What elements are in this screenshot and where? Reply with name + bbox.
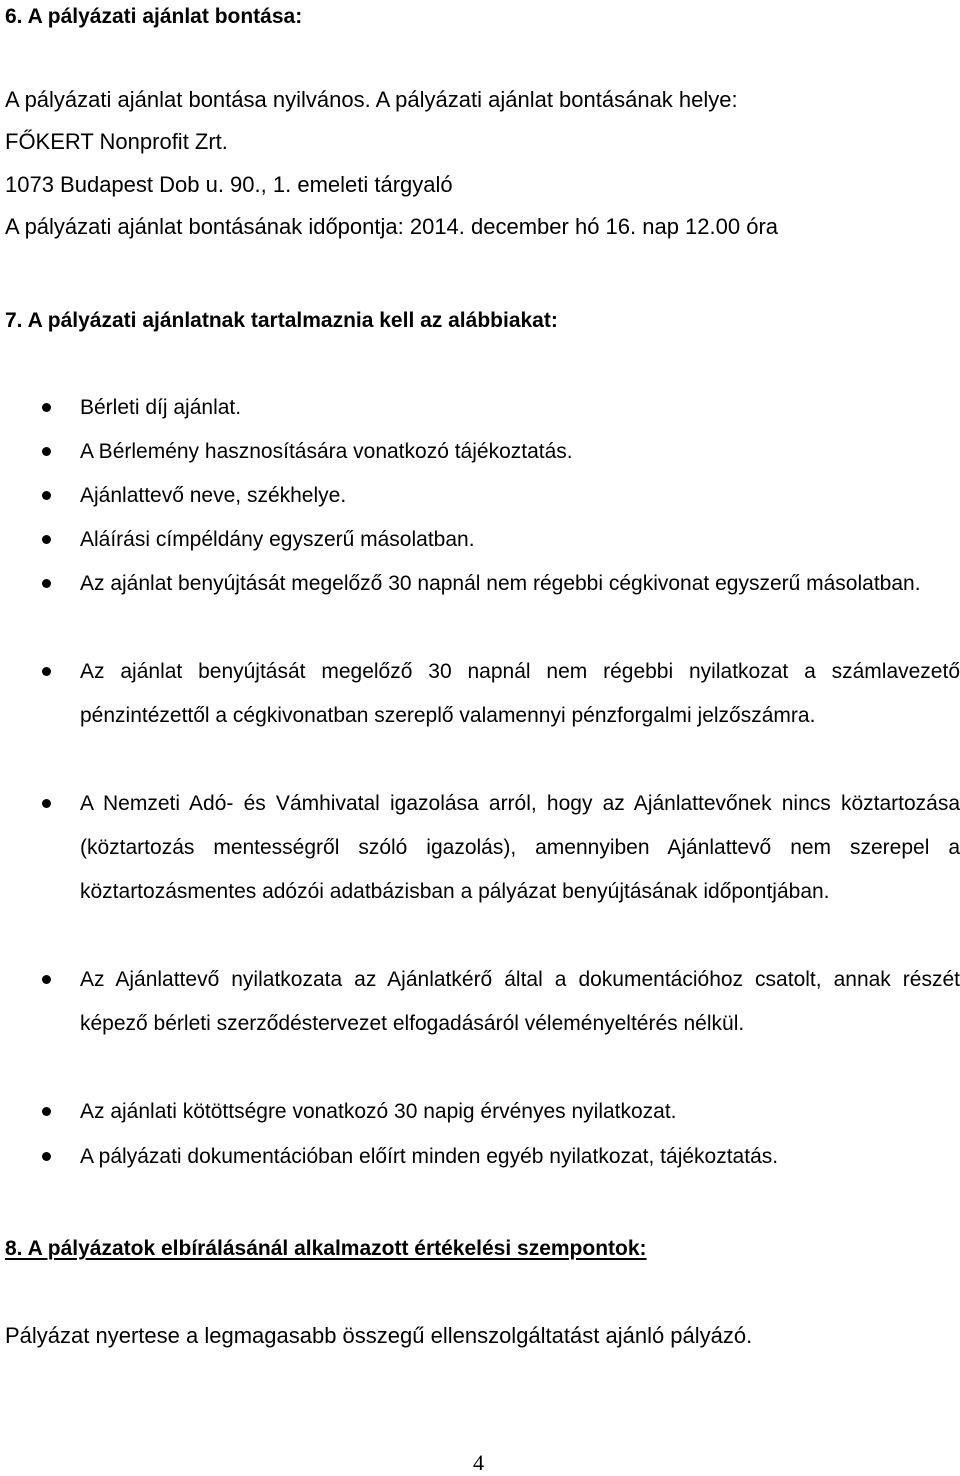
list-item: Az ajánlati kötöttségre vonatkozó 30 napig érvényes nyilatkozat.: [80, 1100, 677, 1123]
bullet-icon: [42, 579, 51, 588]
section-6-line-1: A pályázati ajánlat bontása nyilvános. A pályázati ajánlat bontásának helye:: [5, 87, 738, 112]
list-item: A pályázati dokumentációban előírt minden egyéb nyilatkozat, tájékoztatás.: [80, 1145, 779, 1168]
section-8-text: Pályázat nyertese a legmagasabb összegű ellenszolgáltatást ajánló pályázó.: [5, 1323, 753, 1348]
section-6-heading: 6. A pályázati ajánlat bontása:: [5, 5, 303, 28]
bullet-icon: [42, 667, 51, 676]
page-number: 4: [473, 1450, 484, 1475]
list-item: Az ajánlat benyújtását megelőző 30 napnál nem régebbi nyilatkozat a számlavezető pénzintézettől a cégkivonatban szereplő valamennyi pénzforgalmi jelzőszámra.: [80, 660, 960, 727]
bullet-icon: [42, 491, 51, 500]
list-item: Ajánlattevő neve, székhelye.: [80, 484, 347, 507]
list-item: Az Ajánlattevő nyilatkozata az Ajánlatkérő által a dokumentációhoz csatolt, annak részét képező bérleti szerződéstervezet elfogadásáról véleményeltérés nélkül.: [80, 968, 960, 1035]
bullet-icon: [42, 403, 51, 412]
list-item: A Bérlemény hasznosítására vonatkozó tájékoztatás.: [80, 440, 573, 463]
bullet-icon: [42, 975, 51, 984]
bullet-icon: [42, 1107, 51, 1116]
bullet-icon: [42, 447, 51, 456]
section-6-line-2: FŐKERT Nonprofit Zrt.: [5, 129, 228, 154]
list-item: Az ajánlat benyújtását megelőző 30 napnál nem régebbi cégkivonat egyszerű másolatban.: [80, 572, 921, 595]
section-6-line-3: 1073 Budapest Dob u. 90., 1. emeleti tárgyaló: [5, 172, 453, 197]
list-item: A Nemzeti Adó- és Vámhivatal igazolása arról, hogy az Ajánlattevőnek nincs köztartozása (köztartozás mentességről szóló igazolás), amennyiben Ajánlattevő nem szerepel a köztartozásmentes adózói adatbázisban a pályázat benyújtásának időpontjában.: [80, 792, 960, 903]
list-item: Bérleti díj ajánlat.: [80, 396, 242, 419]
bullet-icon: [42, 799, 51, 808]
bullet-icon: [42, 1152, 51, 1161]
section-7-heading: 7. A pályázati ajánlatnak tartalmaznia kell az alábbiakat:: [5, 309, 558, 332]
list-item: Aláírási címpéldány egyszerű másolatban.: [80, 528, 475, 551]
section-6-line-4: A pályázati ajánlat bontásának időpontja: 2014. december hó 16. nap 12.00 óra: [5, 214, 779, 239]
bullet-icon: [42, 535, 51, 544]
section-8-heading: 8. A pályázatok elbírálásánál alkalmazott értékelési szempontok:: [5, 1237, 647, 1260]
